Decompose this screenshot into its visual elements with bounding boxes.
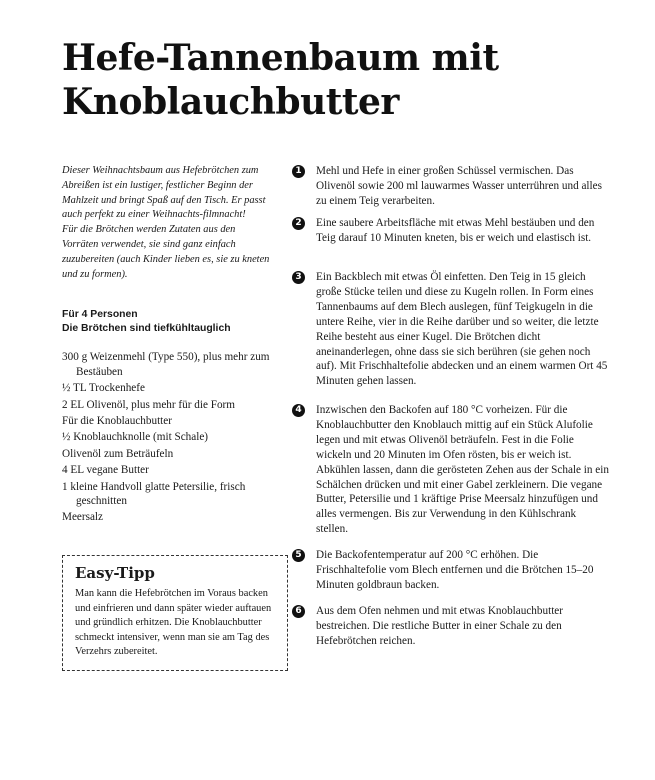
- step-text: Eine saubere Arbeitsfläche mit etwas Mehl bestäuben und den Teig darauf 10 Minuten kneten, bis er weich und elastisch ist.: [316, 217, 595, 244]
- ingredient-item: 2 EL Olivenöl, plus mehr für die Form: [62, 398, 235, 411]
- servings-info: [62, 308, 272, 336]
- easy-tip-box: [62, 555, 288, 671]
- step-text: Aus dem Ofen nehmen und mit etwas Knoblauchbutter bestreichen. Die restliche Butter in einer Schale zu den Hefebrötchen reichen.: [316, 605, 563, 647]
- step-item: [292, 270, 610, 403]
- ingredient-item: 300 g Weizenmehl (Type 550), plus mehr zum Bestäuben: [62, 351, 270, 378]
- recipe-intro: [62, 164, 272, 282]
- step-number-badge: 4: [292, 404, 305, 417]
- intro-paragraph: Für die Brötchen werden Zutaten aus den Vorräten verwendet, sie sind ganz einfach zuzubereiten (auch Kinder lieben es, sie zu kneten und zu formen).: [62, 224, 270, 280]
- step-number-badge: 1: [292, 165, 305, 178]
- intro-paragraph: Dieser Weihnachtsbaum aus Hefebrötchen zum Abreißen ist ein lustiger, festlicher Beginn der Mahlzeit und bringt Spaß auf den Tisch. Er passt auch perfekt zu einer Weihnachts-filmnacht!: [62, 165, 266, 221]
- step-number-badge: 5: [292, 549, 305, 562]
- tip-text: Man kann die Hefebrötchen im Voraus backen und einfrieren und dann später wieder auftauen und gründlich erhitzen. Die Knoblauchbutter schmeckt intensiver, wenn man sie am Tag des Verzehrs zubereitet.: [75, 588, 272, 657]
- ingredient-item: ½ TL Trockenhefe: [62, 382, 145, 395]
- servings-label: Für 4 Personen: [62, 309, 138, 321]
- ingredient-item: Olivenöl zum Beträufeln: [62, 447, 174, 460]
- ingredient-item: 4 EL vegane Butter: [62, 464, 149, 477]
- left-column: [62, 164, 272, 527]
- step-number-badge: 2: [292, 217, 305, 230]
- ingredient-list: [62, 350, 272, 524]
- step-text: Inzwischen den Backofen auf 180 °C vorheizen. Für die Knoblauchbutter den Knoblauch mittig auf ein Stück Alufolie legen und mit etwas Olivenöl beträufeln. Fest in die Folie wickeln und 20 Minuten im Ofen rösten, bis er weich ist. Abkühlen lassen, dann die gerösteten Zehen aus der Schale in ein Schälchen drücken und mit einer Gabel zerkleinern. Die vegane Butter, Petersilie und 1 kräftige Prise Meersalz hinzufügen und alles vermengen. Bis zur Verwendung in den Kühlschrank stellen.: [316, 404, 609, 536]
- recipe-title: Hefe-Tannenbaum mit Knoblauchbutter: [62, 37, 499, 123]
- step-number-badge: 6: [292, 605, 305, 618]
- ingredient-item: 1 kleine Handvoll glatte Petersilie, frisch geschnitten: [62, 480, 246, 508]
- tip-title: Easy-Tipp: [75, 564, 155, 582]
- step-item: [292, 548, 610, 604]
- step-number-badge: 3: [292, 271, 305, 284]
- step-item: [292, 403, 610, 548]
- step-item: [292, 216, 610, 270]
- step-text: Mehl und Hefe in einer großen Schüssel vermischen. Das Olivenöl sowie 200 ml lauwarmes Wasser unterrühren und alles zu einem Teig verarbeiten.: [316, 165, 602, 207]
- ingredient-item: Für die Knoblauchbutter: [62, 415, 172, 427]
- step-item: [292, 604, 610, 649]
- ingredient-item: Meersalz: [62, 511, 103, 524]
- ingredient-item: ½ Knoblauchknolle (mit Schale): [62, 431, 209, 444]
- step-item: [292, 164, 610, 216]
- step-list: [292, 164, 610, 649]
- step-text: Ein Backblech mit etwas Öl einfetten. Den Teig in 15 gleich große Stücke teilen und diese zu Kugeln rollen. In Form eines Tannenbaums auf dem Blech auslegen, fünf Teigkugeln in die untere Reihe, vier in die Reihe darüber und so weiter, die letzte Reihe besteht aus einer Kugel. Die Brötchen dicht aneinanderlegen, ohne dass sie sich berühren (sie gehen noch auf). Mit Frischhaltefolie abdecken und an einem warmen Ort 45 Minuten gehen lassen.: [316, 271, 608, 388]
- step-text: Die Backofentemperatur auf 200 °C erhöhen. Die Frischhaltefolie vom Blech entfernen und die Brötchen 15–20 Minuten goldbraun backen.: [316, 549, 594, 591]
- freezer-note: Die Brötchen sind tiefkühltauglich: [62, 323, 231, 335]
